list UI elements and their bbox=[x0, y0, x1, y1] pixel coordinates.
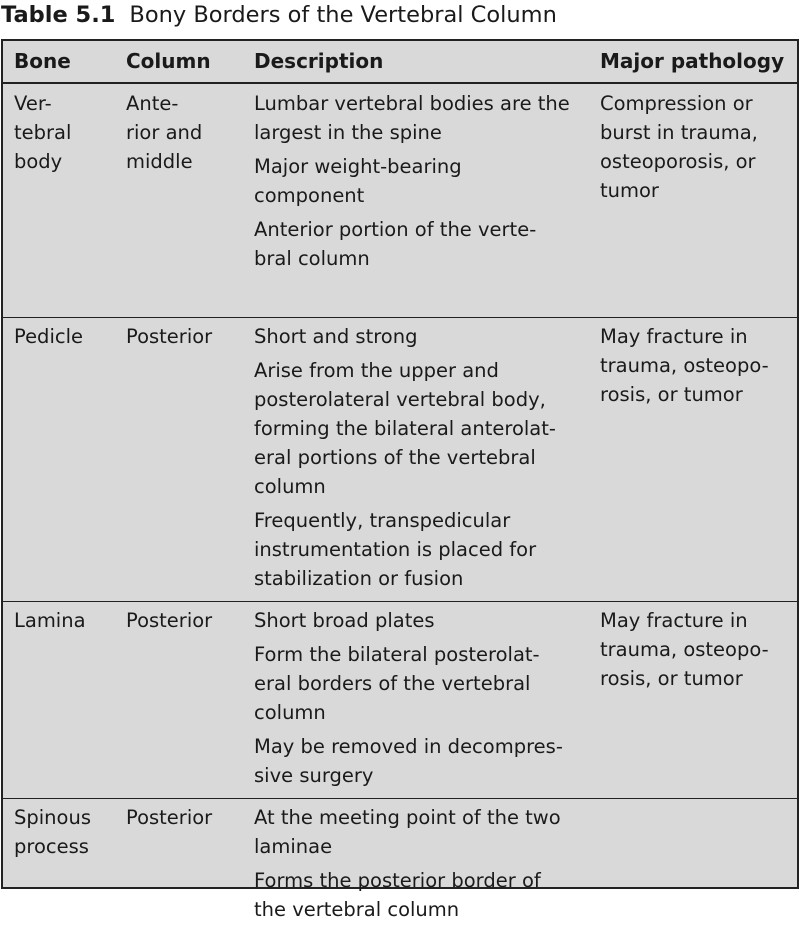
description-item bbox=[254, 640, 563, 727]
cell-line: stabilization or fusion bbox=[254, 567, 464, 590]
cell-line: Posterior bbox=[126, 806, 213, 829]
cell-line: May be removed in decompres- bbox=[254, 735, 563, 758]
table-row bbox=[3, 601, 797, 799]
cell-line: bral column bbox=[254, 247, 370, 270]
header-column: Column bbox=[126, 49, 211, 73]
cell-line: Lamina bbox=[14, 609, 86, 632]
header-description: Description bbox=[254, 49, 384, 73]
cell-line: sive surgery bbox=[254, 764, 374, 787]
cell-bone bbox=[14, 606, 86, 635]
cell-pathology bbox=[600, 89, 758, 205]
cell-line: May fracture in bbox=[600, 325, 748, 348]
cell-line: forming the bilateral anterolat- bbox=[254, 417, 556, 440]
description-item bbox=[254, 356, 556, 501]
cell-description bbox=[254, 606, 563, 795]
caption-label: Table 5.1 bbox=[1, 2, 116, 28]
table-row bbox=[3, 84, 797, 318]
vertebral-borders-table bbox=[1, 39, 799, 921]
cell-line: Compression or bbox=[600, 92, 753, 115]
cell-line: trauma, osteopo- bbox=[600, 354, 769, 377]
description-item bbox=[254, 322, 556, 351]
cell-line: Short and strong bbox=[254, 325, 418, 348]
cell-line: Ver- bbox=[14, 92, 52, 115]
cell-line: At the meeting point of the two bbox=[254, 806, 561, 829]
cell-line: component bbox=[254, 184, 365, 207]
cell-line: Arise from the upper and bbox=[254, 359, 499, 382]
cell-line: tebral bbox=[14, 121, 72, 144]
cell-column bbox=[126, 803, 212, 832]
cell-line: the vertebral column bbox=[254, 898, 460, 921]
cell-line: process bbox=[14, 835, 89, 858]
cell-bone bbox=[14, 803, 91, 861]
cell-line: Posterior bbox=[126, 609, 213, 632]
description-item bbox=[254, 732, 563, 790]
cell-pathology bbox=[600, 322, 769, 409]
table-row bbox=[3, 798, 797, 921]
cell-line: body bbox=[14, 150, 63, 173]
cell-line: rior and bbox=[126, 121, 203, 144]
cell-line: rosis, or tumor bbox=[600, 667, 743, 690]
cell-description bbox=[254, 803, 561, 929]
cell-line: column bbox=[254, 701, 326, 724]
cell-line: eral borders of the vertebral bbox=[254, 672, 531, 695]
cell-line: Anterior portion of the verte- bbox=[254, 218, 537, 241]
cell-column bbox=[126, 89, 202, 176]
description-item bbox=[254, 606, 563, 635]
cell-line: Major weight-bearing bbox=[254, 155, 462, 178]
caption-title: Bony Borders of the Vertebral Column bbox=[129, 2, 557, 28]
cell-bone bbox=[14, 322, 83, 351]
cell-line: Pedicle bbox=[14, 325, 83, 348]
cell-column bbox=[126, 606, 212, 635]
cell-description bbox=[254, 322, 556, 598]
cell-line: osteoporosis, or bbox=[600, 150, 756, 173]
cell-line: Lumbar vertebral bodies are the bbox=[254, 92, 570, 115]
header-pathology: Major pathology bbox=[600, 49, 785, 73]
cell-line: posterolateral vertebral body, bbox=[254, 388, 546, 411]
table-row bbox=[3, 317, 797, 602]
table-caption bbox=[1, 0, 557, 34]
description-item bbox=[254, 866, 561, 924]
cell-line: Ante- bbox=[126, 92, 179, 115]
cell-bone bbox=[14, 89, 71, 176]
description-item bbox=[254, 152, 570, 210]
table-header-row bbox=[3, 41, 797, 84]
cell-line: Frequently, transpedicular bbox=[254, 509, 511, 532]
header-bone: Bone bbox=[14, 49, 71, 73]
cell-line: burst in trauma, bbox=[600, 121, 758, 144]
cell-description bbox=[254, 89, 570, 278]
cell-line: column bbox=[254, 475, 326, 498]
cell-line: Form the bilateral posterolat- bbox=[254, 643, 540, 666]
cell-pathology bbox=[600, 606, 769, 693]
cell-line: middle bbox=[126, 150, 193, 173]
description-item bbox=[254, 215, 570, 273]
cell-line: May fracture in bbox=[600, 609, 748, 632]
cell-line: instrumentation is placed for bbox=[254, 538, 537, 561]
cell-line: Spinous bbox=[14, 806, 91, 829]
cell-line: rosis, or tumor bbox=[600, 383, 743, 406]
cell-line: tumor bbox=[600, 179, 659, 202]
cell-line: Posterior bbox=[126, 325, 213, 348]
cell-column bbox=[126, 322, 212, 351]
description-item bbox=[254, 89, 570, 147]
description-item bbox=[254, 506, 556, 593]
cell-line: Forms the posterior border of bbox=[254, 869, 541, 892]
cell-line: eral portions of the vertebral bbox=[254, 446, 536, 469]
description-item bbox=[254, 803, 561, 861]
cell-line: trauma, osteopo- bbox=[600, 638, 769, 661]
cell-line: laminae bbox=[254, 835, 333, 858]
cell-line: largest in the spine bbox=[254, 121, 442, 144]
cell-line: Short broad plates bbox=[254, 609, 435, 632]
